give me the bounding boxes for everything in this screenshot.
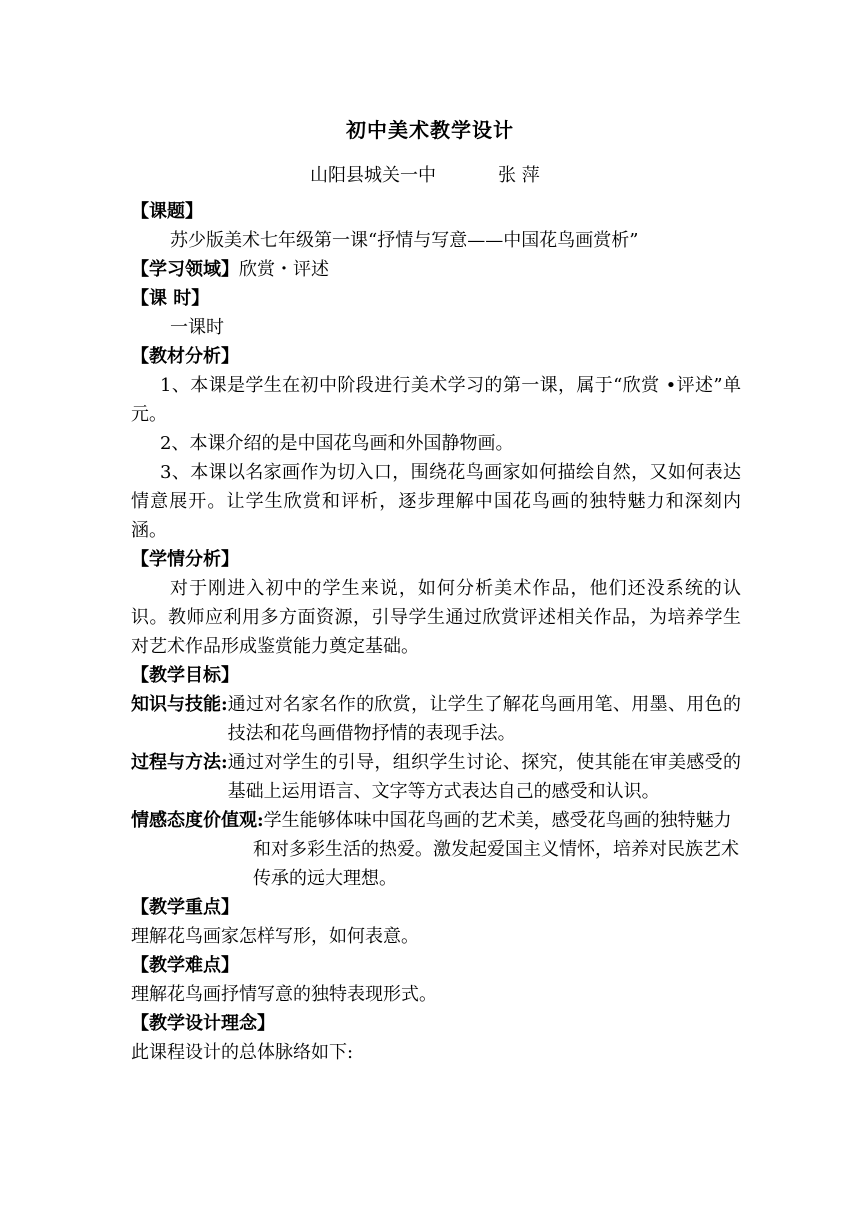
- key-text: 理解花鸟画家怎样写形，如何表意。: [131, 926, 419, 947]
- document-title: 初中美术教学设计: [346, 118, 514, 142]
- goal-process-text: 通过对学生的引导，组织学生讨论、探究，使其能在审美感受的基础上运用语言、文字等方式表达自己的感受和认识。: [227, 752, 741, 802]
- hours-text: 一课时: [170, 317, 224, 338]
- material-paragraph-2: 2、本课介绍的是中国花鸟画和外国静物画。: [160, 433, 514, 454]
- author-line: [310, 161, 540, 187]
- goal-knowledge: [131, 690, 741, 748]
- domain-text: 欣赏・评述: [239, 259, 329, 280]
- key-heading: 【教学重点】: [131, 897, 239, 918]
- student-text: 对于刚进入初中的学生来说，如何分析美术作品，他们还没系统的认识。教师应利用多方面资源，引导学生通过欣赏评述相关作品，为培养学生对艺术作品形成鉴赏能力奠定基础。: [131, 578, 741, 657]
- author-name: 张 萍: [498, 165, 540, 186]
- difficult-text: 理解花鸟画抒情写意的独特表现形式。: [131, 984, 437, 1005]
- goal-knowledge-label: 知识与技能:: [131, 694, 228, 715]
- goal-knowledge-text: 通过对名家名作的欣赏，让学生了解花鸟画用笔、用墨、用色的技法和花鸟画借物抒情的表现手法。: [227, 694, 741, 744]
- hours-heading: 【课 时】: [131, 288, 210, 309]
- goal-emotion-label: 情感态度价值观:: [131, 810, 264, 831]
- material-paragraph-1: 1、本课是学生在初中阶段进行美术学习的第一课，属于“欣赏 •评述”单元。: [131, 375, 741, 425]
- concept-text: 此课程设计的总体脉络如下:: [131, 1042, 354, 1063]
- goal-process: [131, 748, 741, 806]
- concept-heading: 【教学设计理念】: [131, 1013, 275, 1034]
- document-body: [131, 197, 741, 1067]
- topic-text: 苏少版美术七年级第一课“抒情与写意——中国花鸟画赏析”: [170, 230, 639, 251]
- school-name: 山阳县城关一中: [310, 165, 436, 186]
- goal-emotion: [131, 806, 741, 893]
- goal-emotion-text: 学生能够体味中国花鸟画的艺术美，感受花鸟画的独特魅力和对多彩生活的热爱。激发起爱国主义情怀，培养对民族艺术传承的远大理想。: [253, 810, 739, 889]
- material-paragraph-3: 3、本课以名家画作为切入口，围绕花鸟画家如何描绘自然，又如何表达情意展开。让学生欣赏和评析，逐步理解中国花鸟画的独特魅力和深刻内涵。: [131, 462, 741, 541]
- student-heading: 【学情分析】: [131, 549, 239, 570]
- goals-heading: 【教学目标】: [131, 665, 239, 686]
- material-heading: 【教材分析】: [131, 346, 239, 367]
- domain-row: [131, 255, 741, 284]
- domain-heading: 【学习领域】: [131, 259, 239, 280]
- topic-heading: 【课题】: [131, 201, 203, 222]
- difficult-heading: 【教学难点】: [131, 955, 239, 976]
- goal-process-label: 过程与方法:: [131, 752, 228, 773]
